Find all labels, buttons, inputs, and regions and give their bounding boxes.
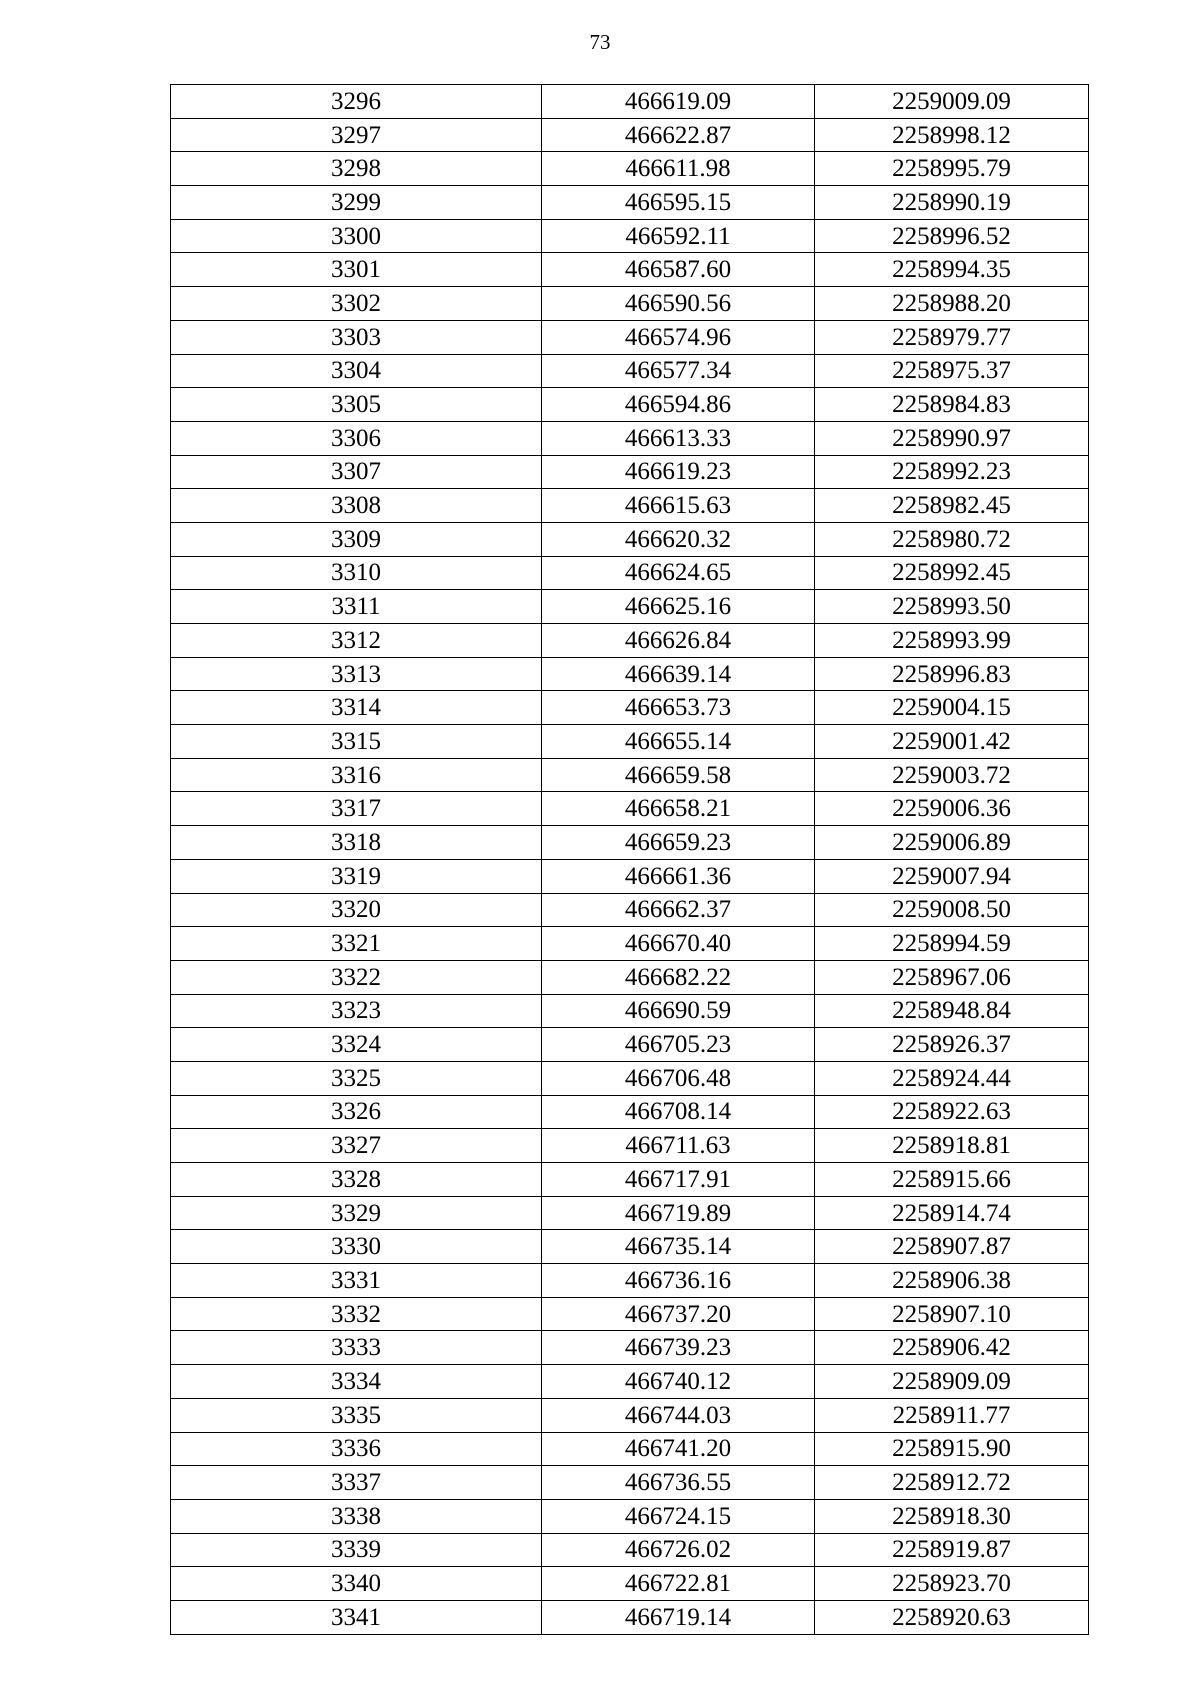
- x-coordinate-cell: 466719.89: [542, 1196, 815, 1230]
- table-row: [171, 590, 1089, 624]
- table-row: [171, 1432, 1089, 1466]
- y-coordinate-cell: 2259004.15: [815, 691, 1089, 725]
- table-row: [171, 1264, 1089, 1298]
- x-coordinate-cell: 466613.33: [542, 421, 815, 455]
- x-coordinate-cell: 466574.96: [542, 320, 815, 354]
- x-coordinate-cell: 466719.14: [542, 1600, 815, 1634]
- table-row: [171, 1061, 1089, 1095]
- table-row: [171, 826, 1089, 860]
- point-number-cell: 3327: [171, 1129, 542, 1163]
- x-coordinate-cell: 466619.23: [542, 455, 815, 489]
- table-row: [171, 152, 1089, 186]
- table-row: [171, 455, 1089, 489]
- x-coordinate-cell: 466711.63: [542, 1129, 815, 1163]
- x-coordinate-cell: 466655.14: [542, 725, 815, 759]
- point-number-cell: 3339: [171, 1533, 542, 1567]
- point-number-cell: 3337: [171, 1466, 542, 1500]
- y-coordinate-cell: 2258918.30: [815, 1499, 1089, 1533]
- point-number-cell: 3320: [171, 893, 542, 927]
- point-number-cell: 3332: [171, 1297, 542, 1331]
- table-row: [171, 1365, 1089, 1399]
- table-row: [171, 691, 1089, 725]
- y-coordinate-cell: 2258998.12: [815, 118, 1089, 152]
- y-coordinate-cell: 2258919.87: [815, 1533, 1089, 1567]
- table-row: [171, 1095, 1089, 1129]
- table-row: [171, 725, 1089, 759]
- x-coordinate-cell: 466662.37: [542, 893, 815, 927]
- y-coordinate-cell: 2258967.06: [815, 960, 1089, 994]
- table-row: [171, 1028, 1089, 1062]
- point-number-cell: 3306: [171, 421, 542, 455]
- x-coordinate-cell: 466717.91: [542, 1163, 815, 1197]
- point-number-cell: 3300: [171, 219, 542, 253]
- point-number-cell: 3311: [171, 590, 542, 624]
- x-coordinate-cell: 466577.34: [542, 354, 815, 388]
- table-row: [171, 927, 1089, 961]
- y-coordinate-cell: 2258915.66: [815, 1163, 1089, 1197]
- table-row: [171, 253, 1089, 287]
- table-row: [171, 421, 1089, 455]
- point-number-cell: 3304: [171, 354, 542, 388]
- point-number-cell: 3309: [171, 522, 542, 556]
- x-coordinate-cell: 466726.02: [542, 1533, 815, 1567]
- x-coordinate-cell: 466595.15: [542, 186, 815, 220]
- x-coordinate-cell: 466590.56: [542, 287, 815, 321]
- point-number-cell: 3310: [171, 556, 542, 590]
- x-coordinate-cell: 466744.03: [542, 1398, 815, 1432]
- table-row: [171, 1331, 1089, 1365]
- table-row: [171, 960, 1089, 994]
- y-coordinate-cell: 2258984.83: [815, 388, 1089, 422]
- y-coordinate-cell: 2258988.20: [815, 287, 1089, 321]
- x-coordinate-cell: 466682.22: [542, 960, 815, 994]
- y-coordinate-cell: 2258992.45: [815, 556, 1089, 590]
- point-number-cell: 3298: [171, 152, 542, 186]
- table-row: [171, 287, 1089, 321]
- table-row: [171, 1163, 1089, 1197]
- y-coordinate-cell: 2258948.84: [815, 994, 1089, 1028]
- y-coordinate-cell: 2258990.97: [815, 421, 1089, 455]
- y-coordinate-cell: 2258906.42: [815, 1331, 1089, 1365]
- page-number: 73: [589, 30, 611, 54]
- y-coordinate-cell: 2258994.59: [815, 927, 1089, 961]
- table-row: [171, 1297, 1089, 1331]
- table-row: [171, 186, 1089, 220]
- x-coordinate-cell: 466659.23: [542, 826, 815, 860]
- table-row: [171, 489, 1089, 523]
- point-number-cell: 3323: [171, 994, 542, 1028]
- point-number-cell: 3313: [171, 657, 542, 691]
- x-coordinate-cell: 466690.59: [542, 994, 815, 1028]
- x-coordinate-cell: 466708.14: [542, 1095, 815, 1129]
- y-coordinate-cell: 2258982.45: [815, 489, 1089, 523]
- x-coordinate-cell: 466659.58: [542, 758, 815, 792]
- table-row: [171, 624, 1089, 658]
- x-coordinate-cell: 466740.12: [542, 1365, 815, 1399]
- y-coordinate-cell: 2258980.72: [815, 522, 1089, 556]
- x-coordinate-cell: 466619.09: [542, 85, 815, 119]
- table-row: [171, 1466, 1089, 1500]
- table-row: [171, 1230, 1089, 1264]
- table-row: [171, 85, 1089, 119]
- point-number-cell: 3333: [171, 1331, 542, 1365]
- y-coordinate-cell: 2258907.87: [815, 1230, 1089, 1264]
- y-coordinate-cell: 2258914.74: [815, 1196, 1089, 1230]
- table-row: [171, 1600, 1089, 1634]
- x-coordinate-cell: 466705.23: [542, 1028, 815, 1062]
- x-coordinate-cell: 466706.48: [542, 1061, 815, 1095]
- x-coordinate-cell: 466739.23: [542, 1331, 815, 1365]
- table-row: [171, 219, 1089, 253]
- y-coordinate-cell: 2259007.94: [815, 859, 1089, 893]
- y-coordinate-cell: 2258918.81: [815, 1129, 1089, 1163]
- y-coordinate-cell: 2259008.50: [815, 893, 1089, 927]
- table-row: [171, 1398, 1089, 1432]
- y-coordinate-cell: 2258924.44: [815, 1061, 1089, 1095]
- x-coordinate-cell: 466587.60: [542, 253, 815, 287]
- table-row: [171, 1499, 1089, 1533]
- x-coordinate-cell: 466736.55: [542, 1466, 815, 1500]
- point-number-cell: 3307: [171, 455, 542, 489]
- y-coordinate-cell: 2258994.35: [815, 253, 1089, 287]
- y-coordinate-cell: 2258990.19: [815, 186, 1089, 220]
- y-coordinate-cell: 2258912.72: [815, 1466, 1089, 1500]
- x-coordinate-cell: 466736.16: [542, 1264, 815, 1298]
- y-coordinate-cell: 2258920.63: [815, 1600, 1089, 1634]
- x-coordinate-cell: 466625.16: [542, 590, 815, 624]
- point-number-cell: 3328: [171, 1163, 542, 1197]
- point-number-cell: 3329: [171, 1196, 542, 1230]
- point-number-cell: 3302: [171, 287, 542, 321]
- point-number-cell: 3305: [171, 388, 542, 422]
- point-number-cell: 3326: [171, 1095, 542, 1129]
- y-coordinate-cell: 2258993.99: [815, 624, 1089, 658]
- y-coordinate-cell: 2259006.89: [815, 826, 1089, 860]
- point-number-cell: 3316: [171, 758, 542, 792]
- x-coordinate-cell: 466615.63: [542, 489, 815, 523]
- point-number-cell: 3314: [171, 691, 542, 725]
- point-number-cell: 3330: [171, 1230, 542, 1264]
- table-row: [171, 1567, 1089, 1601]
- x-coordinate-cell: 466592.11: [542, 219, 815, 253]
- point-number-cell: 3340: [171, 1567, 542, 1601]
- y-coordinate-cell: 2258907.10: [815, 1297, 1089, 1331]
- point-number-cell: 3322: [171, 960, 542, 994]
- y-coordinate-cell: 2258906.38: [815, 1264, 1089, 1298]
- point-number-cell: 3331: [171, 1264, 542, 1298]
- point-number-cell: 3317: [171, 792, 542, 826]
- table-row: [171, 859, 1089, 893]
- point-number-cell: 3308: [171, 489, 542, 523]
- y-coordinate-cell: 2258922.63: [815, 1095, 1089, 1129]
- point-number-cell: 3324: [171, 1028, 542, 1062]
- x-coordinate-cell: 466622.87: [542, 118, 815, 152]
- point-number-cell: 3335: [171, 1398, 542, 1432]
- point-number-cell: 3319: [171, 859, 542, 893]
- y-coordinate-cell: 2258915.90: [815, 1432, 1089, 1466]
- x-coordinate-cell: 466653.73: [542, 691, 815, 725]
- x-coordinate-cell: 466624.65: [542, 556, 815, 590]
- y-coordinate-cell: 2258911.77: [815, 1398, 1089, 1432]
- y-coordinate-cell: 2258909.09: [815, 1365, 1089, 1399]
- y-coordinate-cell: 2258992.23: [815, 455, 1089, 489]
- table-row: [171, 893, 1089, 927]
- table-row: [171, 354, 1089, 388]
- point-number-cell: 3325: [171, 1061, 542, 1095]
- point-number-cell: 3296: [171, 85, 542, 119]
- table-row: [171, 657, 1089, 691]
- point-number-cell: 3299: [171, 186, 542, 220]
- y-coordinate-cell: 2259001.42: [815, 725, 1089, 759]
- table-row: [171, 118, 1089, 152]
- x-coordinate-cell: 466658.21: [542, 792, 815, 826]
- table-row: [171, 792, 1089, 826]
- table-row: [171, 1129, 1089, 1163]
- x-coordinate-cell: 466670.40: [542, 927, 815, 961]
- x-coordinate-cell: 466722.81: [542, 1567, 815, 1601]
- y-coordinate-cell: 2258926.37: [815, 1028, 1089, 1062]
- point-number-cell: 3338: [171, 1499, 542, 1533]
- x-coordinate-cell: 466639.14: [542, 657, 815, 691]
- x-coordinate-cell: 466620.32: [542, 522, 815, 556]
- table-row: [171, 1196, 1089, 1230]
- point-number-cell: 3336: [171, 1432, 542, 1466]
- y-coordinate-cell: 2258979.77: [815, 320, 1089, 354]
- table-row: [171, 556, 1089, 590]
- table-row: [171, 522, 1089, 556]
- point-number-cell: 3318: [171, 826, 542, 860]
- table-row: [171, 320, 1089, 354]
- point-number-cell: 3297: [171, 118, 542, 152]
- point-number-cell: 3341: [171, 1600, 542, 1634]
- point-number-cell: 3312: [171, 624, 542, 658]
- point-number-cell: 3303: [171, 320, 542, 354]
- y-coordinate-cell: 2258975.37: [815, 354, 1089, 388]
- x-coordinate-cell: 466741.20: [542, 1432, 815, 1466]
- point-number-cell: 3321: [171, 927, 542, 961]
- table-row: [171, 994, 1089, 1028]
- table-row: [171, 388, 1089, 422]
- x-coordinate-cell: 466735.14: [542, 1230, 815, 1264]
- y-coordinate-cell: 2258995.79: [815, 152, 1089, 186]
- y-coordinate-cell: 2258996.83: [815, 657, 1089, 691]
- x-coordinate-cell: 466724.15: [542, 1499, 815, 1533]
- x-coordinate-cell: 466594.86: [542, 388, 815, 422]
- y-coordinate-cell: 2259009.09: [815, 85, 1089, 119]
- table-row: [171, 1533, 1089, 1567]
- y-coordinate-cell: 2258993.50: [815, 590, 1089, 624]
- point-number-cell: 3334: [171, 1365, 542, 1399]
- coordinates-table: [170, 84, 1089, 1635]
- y-coordinate-cell: 2259006.36: [815, 792, 1089, 826]
- table-row: [171, 758, 1089, 792]
- x-coordinate-cell: 466661.36: [542, 859, 815, 893]
- x-coordinate-cell: 466737.20: [542, 1297, 815, 1331]
- y-coordinate-cell: 2259003.72: [815, 758, 1089, 792]
- table-body: [171, 85, 1089, 1635]
- point-number-cell: 3315: [171, 725, 542, 759]
- y-coordinate-cell: 2258923.70: [815, 1567, 1089, 1601]
- point-number-cell: 3301: [171, 253, 542, 287]
- y-coordinate-cell: 2258996.52: [815, 219, 1089, 253]
- x-coordinate-cell: 466611.98: [542, 152, 815, 186]
- x-coordinate-cell: 466626.84: [542, 624, 815, 658]
